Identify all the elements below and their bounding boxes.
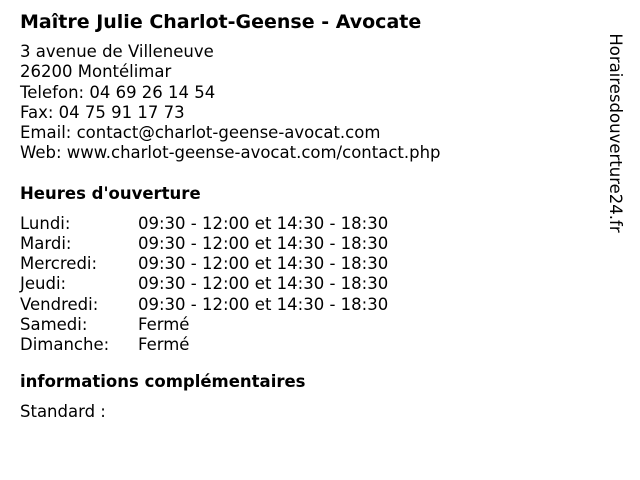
hours-row xyxy=(20,214,388,234)
address-line-2: 26200 Montélimar xyxy=(20,62,172,82)
hours-row xyxy=(20,254,388,274)
hours-row xyxy=(20,274,388,294)
day-label: Samedi: xyxy=(20,314,88,334)
info-heading: informations complémentaires xyxy=(20,372,306,392)
hours-value: 09:30 - 12:00 et 14:30 - 18:30 xyxy=(138,213,389,233)
hours-value: 09:30 - 12:00 et 14:30 - 18:30 xyxy=(138,233,389,253)
hours-row xyxy=(20,295,388,315)
day-label: Lundi: xyxy=(20,213,71,233)
day-label: Vendredi: xyxy=(20,294,99,314)
day-label: Jeudi: xyxy=(20,274,67,294)
hours-row xyxy=(20,234,388,254)
hours-value: Fermé xyxy=(138,335,190,354)
day-label: Dimanche: xyxy=(20,335,110,354)
hours-value: Fermé xyxy=(138,314,190,334)
web-line: Web: www.charlot-geense-avocat.com/contact.php xyxy=(20,143,441,163)
email-line: Email: contact@charlot-geense-avocat.com xyxy=(20,123,381,143)
hours-heading: Heures d'ouverture xyxy=(20,183,201,203)
business-title: Maître Julie Charlot-Geense - Avocate xyxy=(20,11,422,33)
contact-block xyxy=(20,42,600,164)
brand-watermark: Horairesdouverture24.fr xyxy=(606,33,625,233)
standard-line: Standard : xyxy=(20,402,106,422)
hours-table xyxy=(20,214,388,355)
business-card xyxy=(20,8,600,423)
fax-line: Fax: 04 75 91 17 73 xyxy=(20,102,185,122)
hours-row xyxy=(20,335,388,355)
hours-value: 09:30 - 12:00 et 14:30 - 18:30 xyxy=(138,254,389,274)
hours-value: 09:30 - 12:00 et 14:30 - 18:30 xyxy=(138,294,389,314)
phone-line: Telefon: 04 69 26 14 54 xyxy=(20,82,216,102)
hours-row xyxy=(20,315,388,335)
hours-value: 09:30 - 12:00 et 14:30 - 18:30 xyxy=(138,274,389,294)
day-label: Mercredi: xyxy=(20,254,98,274)
address-line-1: 3 avenue de Villeneuve xyxy=(20,42,214,61)
day-label: Mardi: xyxy=(20,233,72,253)
